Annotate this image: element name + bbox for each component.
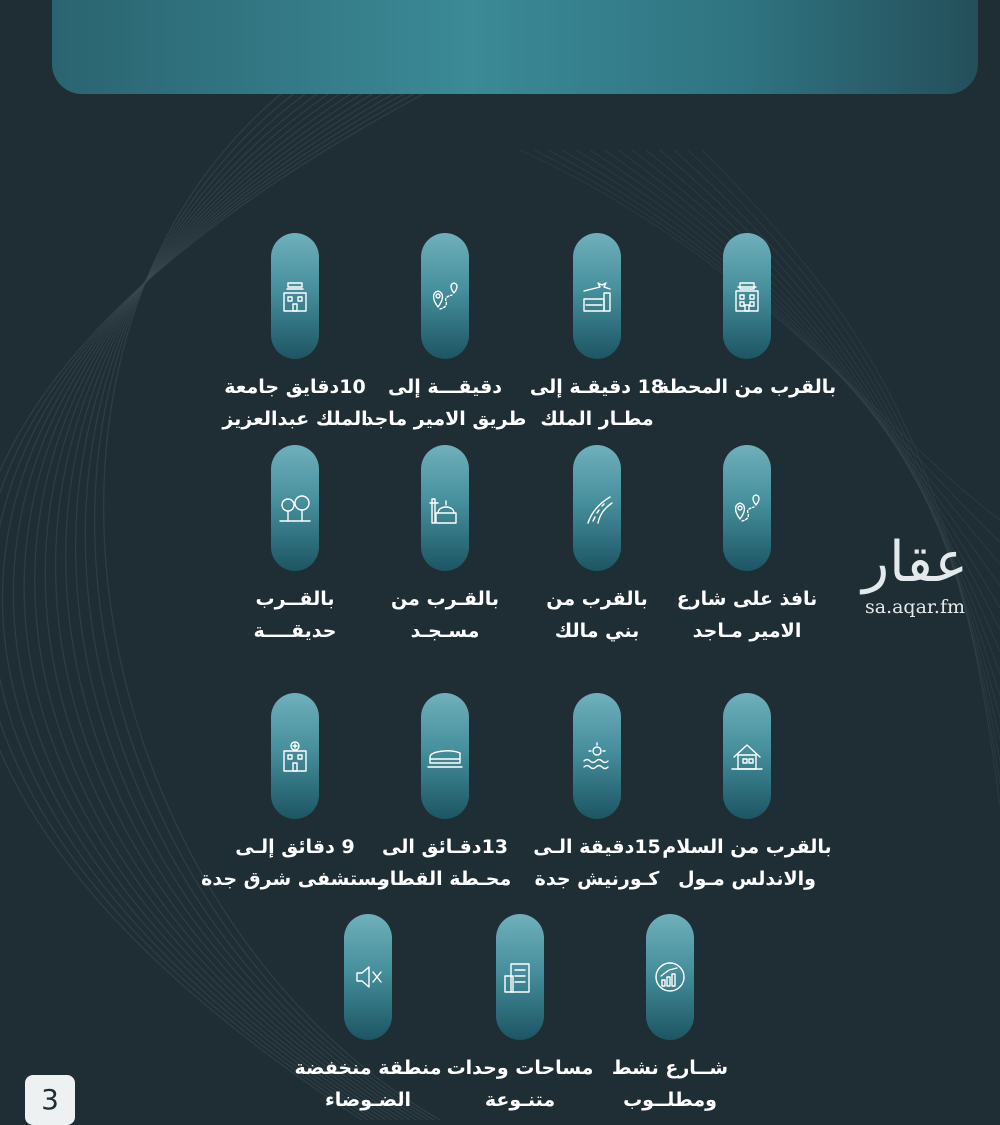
feature-caption-line2: الضـوضاء	[325, 1089, 411, 1111]
feature-caption-line1: دقيقـــة إلى	[387, 376, 503, 398]
park-trees-icon	[276, 489, 314, 527]
feature-caption-line2: بني مالك	[554, 620, 640, 642]
feature-pill	[646, 914, 694, 1040]
feature-caption-line2: متنـوعة	[484, 1089, 556, 1111]
mosque-icon	[426, 489, 464, 527]
train-icon	[426, 737, 464, 775]
mute-speaker-icon	[349, 958, 387, 996]
feature-caption-line1: مساحات وحدات	[446, 1057, 594, 1079]
feature-card	[268, 914, 468, 1124]
feature-caption	[195, 831, 395, 895]
university-icon	[276, 277, 314, 315]
watermark-latin: sa.aqar.fm	[864, 596, 966, 618]
feature-card	[195, 233, 395, 443]
feature-pill	[344, 914, 392, 1040]
hospital-icon	[276, 737, 314, 775]
feature-caption-line2: طريق الامير ماجد	[363, 408, 527, 430]
feature-caption-line1: نافذ على شارع	[676, 588, 818, 610]
feature-caption-line1: بالقــرب	[255, 588, 335, 610]
feature-caption-line2: ومطلــوب	[623, 1089, 717, 1111]
feature-caption-line2: مسـجـد	[410, 620, 480, 642]
feature-pill	[723, 233, 771, 359]
road-icon	[578, 489, 616, 527]
feature-caption-line1: 10دقايق جامعة	[224, 376, 366, 398]
feature-caption-line1: بالقرب من المحطة	[657, 376, 837, 398]
feature-caption-line2: الملك عبدالعزيز	[222, 408, 368, 430]
watermark	[855, 530, 975, 618]
feature-caption-line1: 15دقيقة الـى	[533, 836, 661, 858]
feature-pill	[573, 693, 621, 819]
feature-caption-line2: كـورنيش جدة	[534, 868, 660, 890]
map-route-icon	[426, 277, 464, 315]
house-icon	[728, 737, 766, 775]
feature-pill	[421, 445, 469, 571]
feature-pill	[723, 445, 771, 571]
feature-caption	[195, 583, 395, 647]
feature-caption-line2: الامير مـاجد	[692, 620, 802, 642]
feature-pill	[723, 693, 771, 819]
feature-caption-line1: 18 دقيقـة إلى	[529, 376, 665, 398]
feature-card	[195, 693, 395, 903]
feature-caption	[195, 371, 395, 435]
feature-caption-line1: بالقـرب من	[391, 588, 499, 610]
feature-caption-line2: مطـار الملك	[540, 408, 654, 430]
page-number: 3	[25, 1075, 75, 1125]
building-icon	[728, 277, 766, 315]
feature-caption-line2: حديقــــة	[253, 620, 337, 642]
feature-caption-line2: والاندلس مـول	[678, 868, 816, 890]
feature-card	[195, 445, 395, 655]
feature-caption-line2: مستشفى شرق جدة	[201, 868, 389, 890]
feature-caption-line1: شــارع نشط	[611, 1057, 729, 1079]
top-banner	[52, 0, 978, 94]
feature-caption-line1: منطقة منخفضة	[294, 1057, 442, 1079]
feature-caption-line1: بالقرب من السلام	[662, 836, 832, 858]
office-tower-icon	[501, 958, 539, 996]
feature-pill	[573, 233, 621, 359]
sea-sun-icon	[578, 737, 616, 775]
chart-growth-icon	[651, 958, 689, 996]
feature-caption-line1: 9 دقائق إلـى	[235, 836, 355, 858]
feature-caption-line2: محـطة القطار	[378, 868, 512, 890]
feature-pill	[271, 233, 319, 359]
feature-pill	[271, 445, 319, 571]
feature-pill	[421, 693, 469, 819]
feature-pill	[271, 693, 319, 819]
map-route-icon	[728, 489, 766, 527]
airport-icon	[578, 277, 616, 315]
feature-pill	[496, 914, 544, 1040]
watermark-arabic: عقار	[862, 530, 968, 595]
feature-pill	[421, 233, 469, 359]
feature-caption-line1: 13دقـائق الى	[381, 836, 509, 858]
feature-caption-line1: بالقرب من	[546, 588, 648, 610]
feature-pill	[573, 445, 621, 571]
feature-caption	[268, 1052, 468, 1116]
